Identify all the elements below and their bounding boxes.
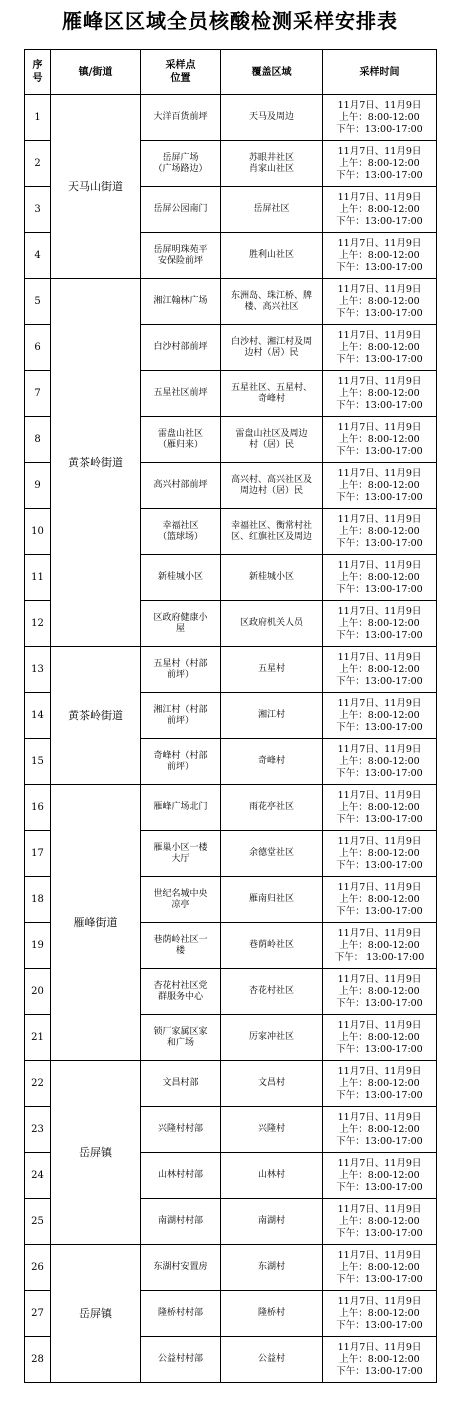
time-cell-line: 下午：13:00-17:00 [336,123,423,135]
time-cell-line: 11月7日、11月9日 [337,467,422,479]
time-cell-line: 上午：8:00-12:00 [339,755,420,767]
site-cell [141,279,221,325]
time-cell-line: 下午：13:00-17:00 [336,261,423,273]
area-cell [221,693,323,739]
row-index: 10 [25,509,51,555]
row-index: 3 [25,187,51,233]
area-cell-line: 白沙村、湘江村及周 [230,336,312,347]
time-cell-line: 上午：8:00-12:00 [339,1353,420,1365]
area-cell-line: 周边村（居）民 [239,485,303,496]
site-cell [141,1153,221,1199]
time-cell-line: 上午：8:00-12:00 [339,387,420,399]
time-cell-line: 上午：8:00-12:00 [339,1169,420,1181]
site-cell-line: 雁巢小区一楼 [153,842,208,853]
site-cell-line: 文昌村部 [162,1078,199,1088]
row-index: 18 [25,877,51,923]
site-cell [141,555,221,601]
time-cell [323,1337,437,1383]
time-cell-line: 11月7日、11月9日 [337,1249,422,1261]
area-cell-line: 厉家冲社区 [248,1032,294,1042]
time-cell-line: 上午：8:00-12:00 [339,985,420,997]
town-cell: 岳屏镇 [51,1245,141,1383]
site-cell-line: 前坪） [166,669,194,680]
site-cell-line: （篮球场） [157,531,203,542]
area-cell-line: 奇峰村 [257,393,285,404]
time-cell [323,1107,437,1153]
site-cell-line: 屋 [175,623,185,634]
time-cell-line: 下午：13:00-17:00 [336,537,423,549]
header-row [25,50,437,95]
area-cell [221,923,323,969]
area-cell [221,187,323,233]
site-cell [141,739,221,785]
site-cell-line: 前坪） [166,761,194,772]
site-cell-line: 岳屏公园南门 [153,204,208,214]
area-cell-line: 东洲岛、珠江桥、牌 [230,290,312,301]
time-cell-line: 上午：8:00-12:00 [339,1307,420,1319]
time-cell-line: 下午：13:00-17:00 [336,1365,423,1377]
time-cell-line: 11月7日、11月9日 [337,99,422,111]
time-cell-line: 上午：8:00-12:00 [339,1215,420,1227]
area-cell [221,1337,323,1383]
site-cell [141,463,221,509]
row-index: 28 [25,1337,51,1383]
time-cell-line: 下午：13:00-17:00 [336,169,423,181]
time-cell-line: 11月7日、11月9日 [337,605,422,617]
time-cell-line: 下午：13:00-17:00 [336,353,423,365]
row-index: 15 [25,739,51,785]
town-cell: 黄茶岭街道 [51,647,141,785]
area-cell-line: 南湖村 [257,1216,285,1226]
site-cell [141,371,221,417]
time-cell-line: 上午：8:00-12:00 [339,203,420,215]
time-cell-line: 下午：13:00-17:00 [336,629,423,641]
time-cell-line: 下午：13:00-17:00 [336,767,423,779]
time-cell [323,693,437,739]
town-cell: 天马山街道 [51,95,141,279]
site-cell [141,1107,221,1153]
time-cell-line: 11月7日、11月9日 [337,1341,422,1353]
time-cell-line: 上午：8:00-12:00 [339,479,420,491]
header-site-line: 采样点 [165,60,196,71]
area-cell-line: 雷盘山社区及周边 [235,428,308,439]
site-cell-line: 群服务中心 [157,991,203,1002]
area-cell [221,831,323,877]
site-cell [141,831,221,877]
area-cell-line: 幸福社区、衡常村社 [230,520,312,531]
area-cell [221,95,323,141]
time-cell-line: 11月7日、11月9日 [337,329,422,341]
time-cell-line: 下午：13:00-17:00 [336,1181,423,1193]
site-cell [141,141,221,187]
site-cell [141,1245,221,1291]
time-cell-line: 11月7日、11月9日 [337,513,422,525]
time-cell-line: 上午：8:00-12:00 [339,111,420,123]
row-index: 13 [25,647,51,693]
site-cell [141,693,221,739]
site-cell-line: 楼 [175,945,185,956]
header-site-line: 位置 [170,73,191,84]
row-index: 6 [25,325,51,371]
area-cell-line: 隆桥村 [257,1308,285,1318]
area-cell-line: 岳屏社区 [253,204,290,214]
area-cell-line: 兴隆村 [257,1124,285,1134]
time-cell-line: 11月7日、11月9日 [337,1111,422,1123]
header-index-line: 序 [32,60,43,71]
page-title: 雁峰区区域全员核酸检测采样安排表 [62,9,398,33]
row-index: 4 [25,233,51,279]
site-cell-line: 白沙村部前坪 [153,342,208,352]
area-cell-line: 雁南归社区 [248,894,294,904]
row-index: 12 [25,601,51,647]
area-cell-line: 天马及周边 [248,112,294,122]
site-cell [141,187,221,233]
time-cell-line: 上午：8:00-12:00 [339,1123,420,1135]
area-cell [221,601,323,647]
area-cell [221,1245,323,1291]
area-cell-line: 杏花村社区 [248,986,294,996]
time-cell-line: 下午：13:00-17:00 [336,1089,423,1101]
row-index: 20 [25,969,51,1015]
time-cell-line: 11月7日、11月9日 [337,789,422,801]
town-cell: 岳屏镇 [51,1061,141,1245]
area-cell-line: 区政府机关人员 [239,618,303,628]
table-row [25,1061,437,1107]
row-index: 8 [25,417,51,463]
site-cell-line: 巷荫岭社区一 [153,934,208,945]
row-index: 19 [25,923,51,969]
table-row [25,785,437,831]
time-cell [323,877,437,923]
area-cell-line: 苏眼井社区 [248,152,294,163]
time-cell-line: 上午：8:00-12:00 [339,1077,420,1089]
area-cell [221,555,323,601]
time-cell-line: 11月7日、11月9日 [337,697,422,709]
time-cell-line: 上午：8:00-12:00 [339,617,420,629]
area-cell [221,279,323,325]
time-cell-line: 上午：8:00-12:00 [339,709,420,721]
site-cell [141,785,221,831]
time-cell [323,831,437,877]
time-cell-line: 11月7日、11月9日 [337,559,422,571]
time-cell-line: 下午：13:00-17:00 [336,721,423,733]
time-cell-line: 下午：13:00-17:00 [336,997,423,1009]
time-cell-line: 11月7日、11月9日 [337,1203,422,1215]
area-cell [221,647,323,693]
area-cell [221,1153,323,1199]
site-cell [141,325,221,371]
time-cell-line: 下午：13:00-17:00 [336,1273,423,1285]
time-cell-line: 11月7日、11月9日 [337,191,422,203]
site-cell-line: 前坪） [166,715,194,726]
time-cell-line: 上午：8:00-12:00 [339,1261,420,1273]
site-cell-line: 南湖村村部 [157,1216,203,1226]
site-cell-line: 和广场 [166,1037,194,1048]
time-cell [323,417,437,463]
table-row [25,1245,437,1291]
area-cell-line: 雨花亭社区 [248,802,294,812]
time-cell [323,141,437,187]
row-index: 22 [25,1061,51,1107]
town-cell: 黄茶岭街道 [51,279,141,647]
time-cell-line: 上午：8:00-12:00 [339,801,420,813]
time-cell [323,1015,437,1061]
time-cell-line: 上午：8:00-12:00 [339,249,420,261]
time-cell [323,647,437,693]
area-cell [221,739,323,785]
row-index: 14 [25,693,51,739]
area-cell-line: 村（居）民 [248,439,294,450]
site-cell-line: 岳屏明珠苑平 [153,244,208,255]
time-cell-line: 11月7日、11月9日 [337,145,422,157]
site-cell-line: 雷盘山社区 [157,428,203,439]
time-cell-line: 11月7日、11月9日 [337,421,422,433]
site-cell [141,647,221,693]
time-cell [323,279,437,325]
row-index: 7 [25,371,51,417]
site-cell [141,509,221,555]
site-cell [141,969,221,1015]
site-cell-line: 区政府健康小 [153,612,208,623]
site-cell [141,877,221,923]
site-cell [141,233,221,279]
site-cell [141,923,221,969]
site-cell-line: 湘江翰林广场 [153,296,208,306]
site-cell [141,601,221,647]
row-index: 27 [25,1291,51,1337]
site-cell-line: 五星社区前坪 [153,388,208,398]
time-cell-line: 上午：8:00-12:00 [339,525,420,537]
row-index: 11 [25,555,51,601]
time-cell [323,187,437,233]
time-cell-line: 下午：13:00-17:00 [336,1227,423,1239]
site-cell-line: 幸福社区 [162,520,199,531]
time-cell-line: 上午：8:00-12:00 [339,847,420,859]
area-cell-line: 余德堂社区 [248,848,294,858]
time-cell [323,1061,437,1107]
time-cell-line: 下午：13:00-17:00 [336,859,423,871]
site-cell-line: 凉亭 [171,899,190,910]
time-cell [323,1153,437,1199]
time-cell-line: 11月7日、11月9日 [337,1157,422,1169]
time-cell [323,739,437,785]
site-cell-line: 新桂城小区 [157,572,203,582]
area-cell [221,463,323,509]
area-cell-line: 五星村 [257,664,285,674]
site-cell-line: 湘江村（村部 [153,704,208,715]
time-cell [323,1291,437,1337]
area-cell-line: 山林村 [257,1170,285,1180]
site-cell-line: 山林村村部 [157,1170,203,1180]
table-body [25,95,437,1383]
row-index: 26 [25,1245,51,1291]
site-cell-line: 大洋百货前坪 [153,112,208,122]
time-cell-line: 11月7日、11月9日 [337,237,422,249]
area-cell-line: 楼、高兴社区 [244,301,299,312]
site-cell-line: 隆桥村村部 [157,1308,203,1318]
area-cell [221,1107,323,1153]
site-cell [141,95,221,141]
area-cell-line: 奇峰村 [257,756,285,766]
time-cell [323,233,437,279]
header-town: 镇/街道 [51,50,141,95]
site-cell [141,1337,221,1383]
time-cell [323,1245,437,1291]
row-index: 2 [25,141,51,187]
time-cell [323,325,437,371]
site-cell-line: 奇峰村（村部 [153,750,208,761]
time-cell-line: 下午：13:00-17:00 [336,1043,423,1055]
area-cell [221,233,323,279]
time-cell-line: 11月7日、11月9日 [337,835,422,847]
area-cell [221,877,323,923]
row-index: 17 [25,831,51,877]
row-index: 9 [25,463,51,509]
table-row [25,647,437,693]
time-cell [323,1199,437,1245]
time-cell-line: 上午：8:00-12:00 [339,663,420,675]
area-cell-line: 高兴村、高兴社区及 [230,474,312,485]
area-cell-line: 巷荫岭社区 [248,940,294,950]
area-cell [221,1061,323,1107]
site-cell-line: 高兴村部前坪 [153,480,208,490]
time-cell-line: 11月7日、11月9日 [337,1019,422,1031]
time-cell-line: 上午：8:00-12:00 [339,295,420,307]
time-cell-line: 上午：8:00-12:00 [339,341,420,353]
time-cell [323,923,437,969]
time-cell-line: 11月7日、11月9日 [337,651,422,663]
area-cell [221,417,323,463]
time-cell-line: 下午：13:00-17:00 [336,1319,423,1331]
time-cell-line: 上午：8:00-12:00 [339,1031,420,1043]
time-cell-line: 上午：8:00-12:00 [339,433,420,445]
row-index: 24 [25,1153,51,1199]
area-cell-line: 胜利山社区 [248,250,294,260]
area-cell [221,785,323,831]
site-cell-line: 安保险前坪 [157,255,203,266]
time-cell-line: 11月7日、11月9日 [337,973,422,985]
site-cell-line: 公益村村部 [157,1354,203,1364]
town-cell: 雁峰街道 [51,785,141,1061]
row-index: 23 [25,1107,51,1153]
header-index [25,50,51,95]
area-cell [221,1015,323,1061]
time-cell-line: 上午：8:00-12:00 [339,571,420,583]
time-cell [323,555,437,601]
time-cell-line: 下午：13:00-17:00 [336,1135,423,1147]
time-cell-line: 下午：13:00-17:00 [336,491,423,503]
site-cell [141,1291,221,1337]
area-cell-line: 区、红旗社区及周边 [230,531,312,542]
row-index: 1 [25,95,51,141]
time-cell-line: 上午：8:00-12:00 [339,893,420,905]
area-cell-line: 公益村 [257,1354,285,1364]
time-cell-line: 下午：13:00-17:00 [336,813,423,825]
table-row [25,279,437,325]
time-cell-line: 下午：13:00-17:00 [336,307,423,319]
site-cell-line: 东湖村安置房 [153,1262,208,1272]
time-cell [323,95,437,141]
time-cell [323,785,437,831]
row-index: 21 [25,1015,51,1061]
site-cell-line: 五星村（村部 [153,658,208,669]
time-cell-line: 下午： 13:00-17:00 [334,951,425,963]
area-cell-line: 边村（居）民 [244,347,299,358]
site-cell-line: 兴隆村村部 [157,1124,203,1134]
time-cell [323,463,437,509]
site-cell [141,417,221,463]
area-cell [221,141,323,187]
site-cell-line: 大厅 [171,853,190,864]
site-cell-line: （雁归来） [157,439,203,450]
area-cell [221,325,323,371]
header-index-line: 号 [32,73,43,84]
time-cell-line: 下午：13:00-17:00 [336,399,423,411]
time-cell [323,371,437,417]
area-cell-line: 五星社区、五星村、 [230,382,312,393]
area-cell [221,509,323,555]
site-cell-line: 锁厂家属区家 [153,1026,208,1037]
time-cell-line: 11月7日、11月9日 [337,283,422,295]
area-cell [221,1199,323,1245]
site-cell [141,1061,221,1107]
site-cell-line: 世纪名城中央 [153,888,208,899]
site-cell [141,1199,221,1245]
time-cell-line: 11月7日、11月9日 [337,927,422,939]
header-site [141,50,221,95]
time-cell [323,509,437,555]
site-cell-line: （广场路边） [153,163,208,174]
schedule-table [24,49,437,1383]
area-cell-line: 文昌村 [257,1078,285,1088]
time-cell-line: 下午：13:00-17:00 [336,445,423,457]
header-time: 采样时间 [323,50,437,95]
time-cell-line: 11月7日、11月9日 [337,743,422,755]
time-cell-line: 11月7日、11月9日 [337,881,422,893]
site-cell-line: 雁峰广场北门 [153,802,208,812]
time-cell-line: 11月7日、11月9日 [337,1065,422,1077]
time-cell [323,969,437,1015]
area-cell-line: 东湖村 [257,1262,285,1272]
row-index: 16 [25,785,51,831]
site-cell [141,1015,221,1061]
row-index: 25 [25,1199,51,1245]
row-index: 5 [25,279,51,325]
time-cell-line: 11月7日、11月9日 [337,375,422,387]
area-cell-line: 肖家山社区 [248,163,294,174]
area-cell-line: 新桂城小区 [248,572,294,582]
time-cell-line: 上午：8:00-12:00 [339,157,420,169]
time-cell-line: 下午：13:00-17:00 [336,675,423,687]
area-cell-line: 湘江村 [257,710,285,720]
header-area: 覆盖区域 [221,50,323,95]
area-cell [221,1291,323,1337]
area-cell [221,969,323,1015]
table-row [25,95,437,141]
time-cell-line: 下午：13:00-17:00 [336,905,423,917]
time-cell-line: 下午：13:00-17:00 [336,215,423,227]
area-cell [221,371,323,417]
site-cell-line: 杏花村社区党 [153,980,208,991]
time-cell-line: 上午：8:00-12:00 [339,939,420,951]
time-cell [323,601,437,647]
time-cell-line: 下午：13:00-17:00 [336,583,423,595]
site-cell-line: 岳屏广场 [162,152,199,163]
time-cell-line: 11月7日、11月9日 [337,1295,422,1307]
